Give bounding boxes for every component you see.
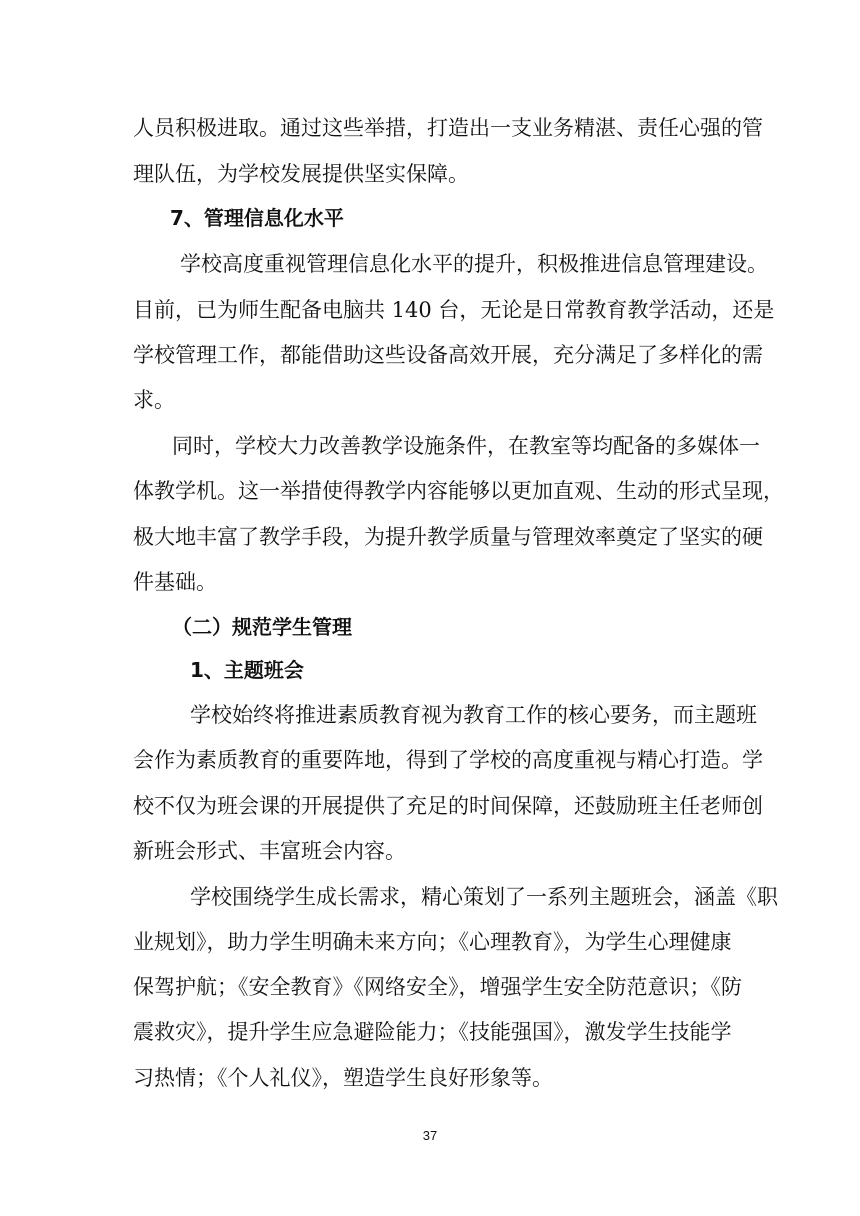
body-text-line: 学校始终将推进素质教育视为教育工作的核心要务，而主题班: [190, 703, 757, 727]
body-text-line: 同时，学校大力改善教学设施条件，在教室等均配备的多媒体一: [172, 434, 760, 458]
body-text-line: 会作为素质教育的重要阵地，得到了学校的高度重视与精心打造。学: [133, 748, 763, 772]
body-text-line: 理队伍，为学校发展提供坚实保障。: [133, 162, 469, 186]
body-text-line: 人员积极进取。通过这些举措，打造出一支业务精湛、责任心强的管: [133, 116, 763, 140]
body-text-line: 震救灾》，提升学生应急避险能力；《技能强国》，激发学生技能学: [133, 1020, 732, 1044]
body-text-line: 保驾护航；《安全教育》《网络安全》，增强学生安全防范意识；《防: [133, 975, 742, 999]
body-text-line: 体教学机。这一举措使得教学内容能够以更加直观、生动的形式呈现，: [133, 479, 784, 503]
body-text-line: 学校围绕学生成长需求，精心策划了一系列主题班会，涵盖《职: [190, 885, 778, 909]
body-text-line: 件基础。: [133, 570, 217, 594]
body-text-line: 习热情；《个人礼仪》，塑造学生良好形象等。: [133, 1066, 553, 1090]
body-text-line: 学校管理工作，都能借助这些设备高效开展，充分满足了多样化的需: [133, 343, 763, 367]
section-heading: 7、管理信息化水平: [170, 206, 344, 230]
body-text-line: 校不仅为班会课的开展提供了充足的时间保障，还鼓励班主任老师创: [133, 794, 763, 818]
body-text-line: 学校高度重视管理信息化水平的提升，积极推进信息管理建设。: [180, 252, 768, 276]
subsection-heading: 1、主题班会: [190, 658, 304, 682]
section-heading: （二）规范学生管理: [172, 615, 352, 639]
body-text-line: 极大地丰富了教学手段，为提升教学质量与管理效率奠定了坚实的硬: [133, 525, 763, 549]
body-text-line: 目前，已为师生配备电脑共 140 台，无论是日常教育教学活动，还是: [133, 298, 775, 322]
body-text-line: 新班会形式、丰富班会内容。: [133, 839, 406, 863]
body-text-line: 求。: [133, 388, 175, 412]
body-text-line: 业规划》，助力学生明确未来方向；《心理教育》，为学生心理健康: [133, 930, 732, 954]
page-number: 37: [422, 1128, 438, 1143]
